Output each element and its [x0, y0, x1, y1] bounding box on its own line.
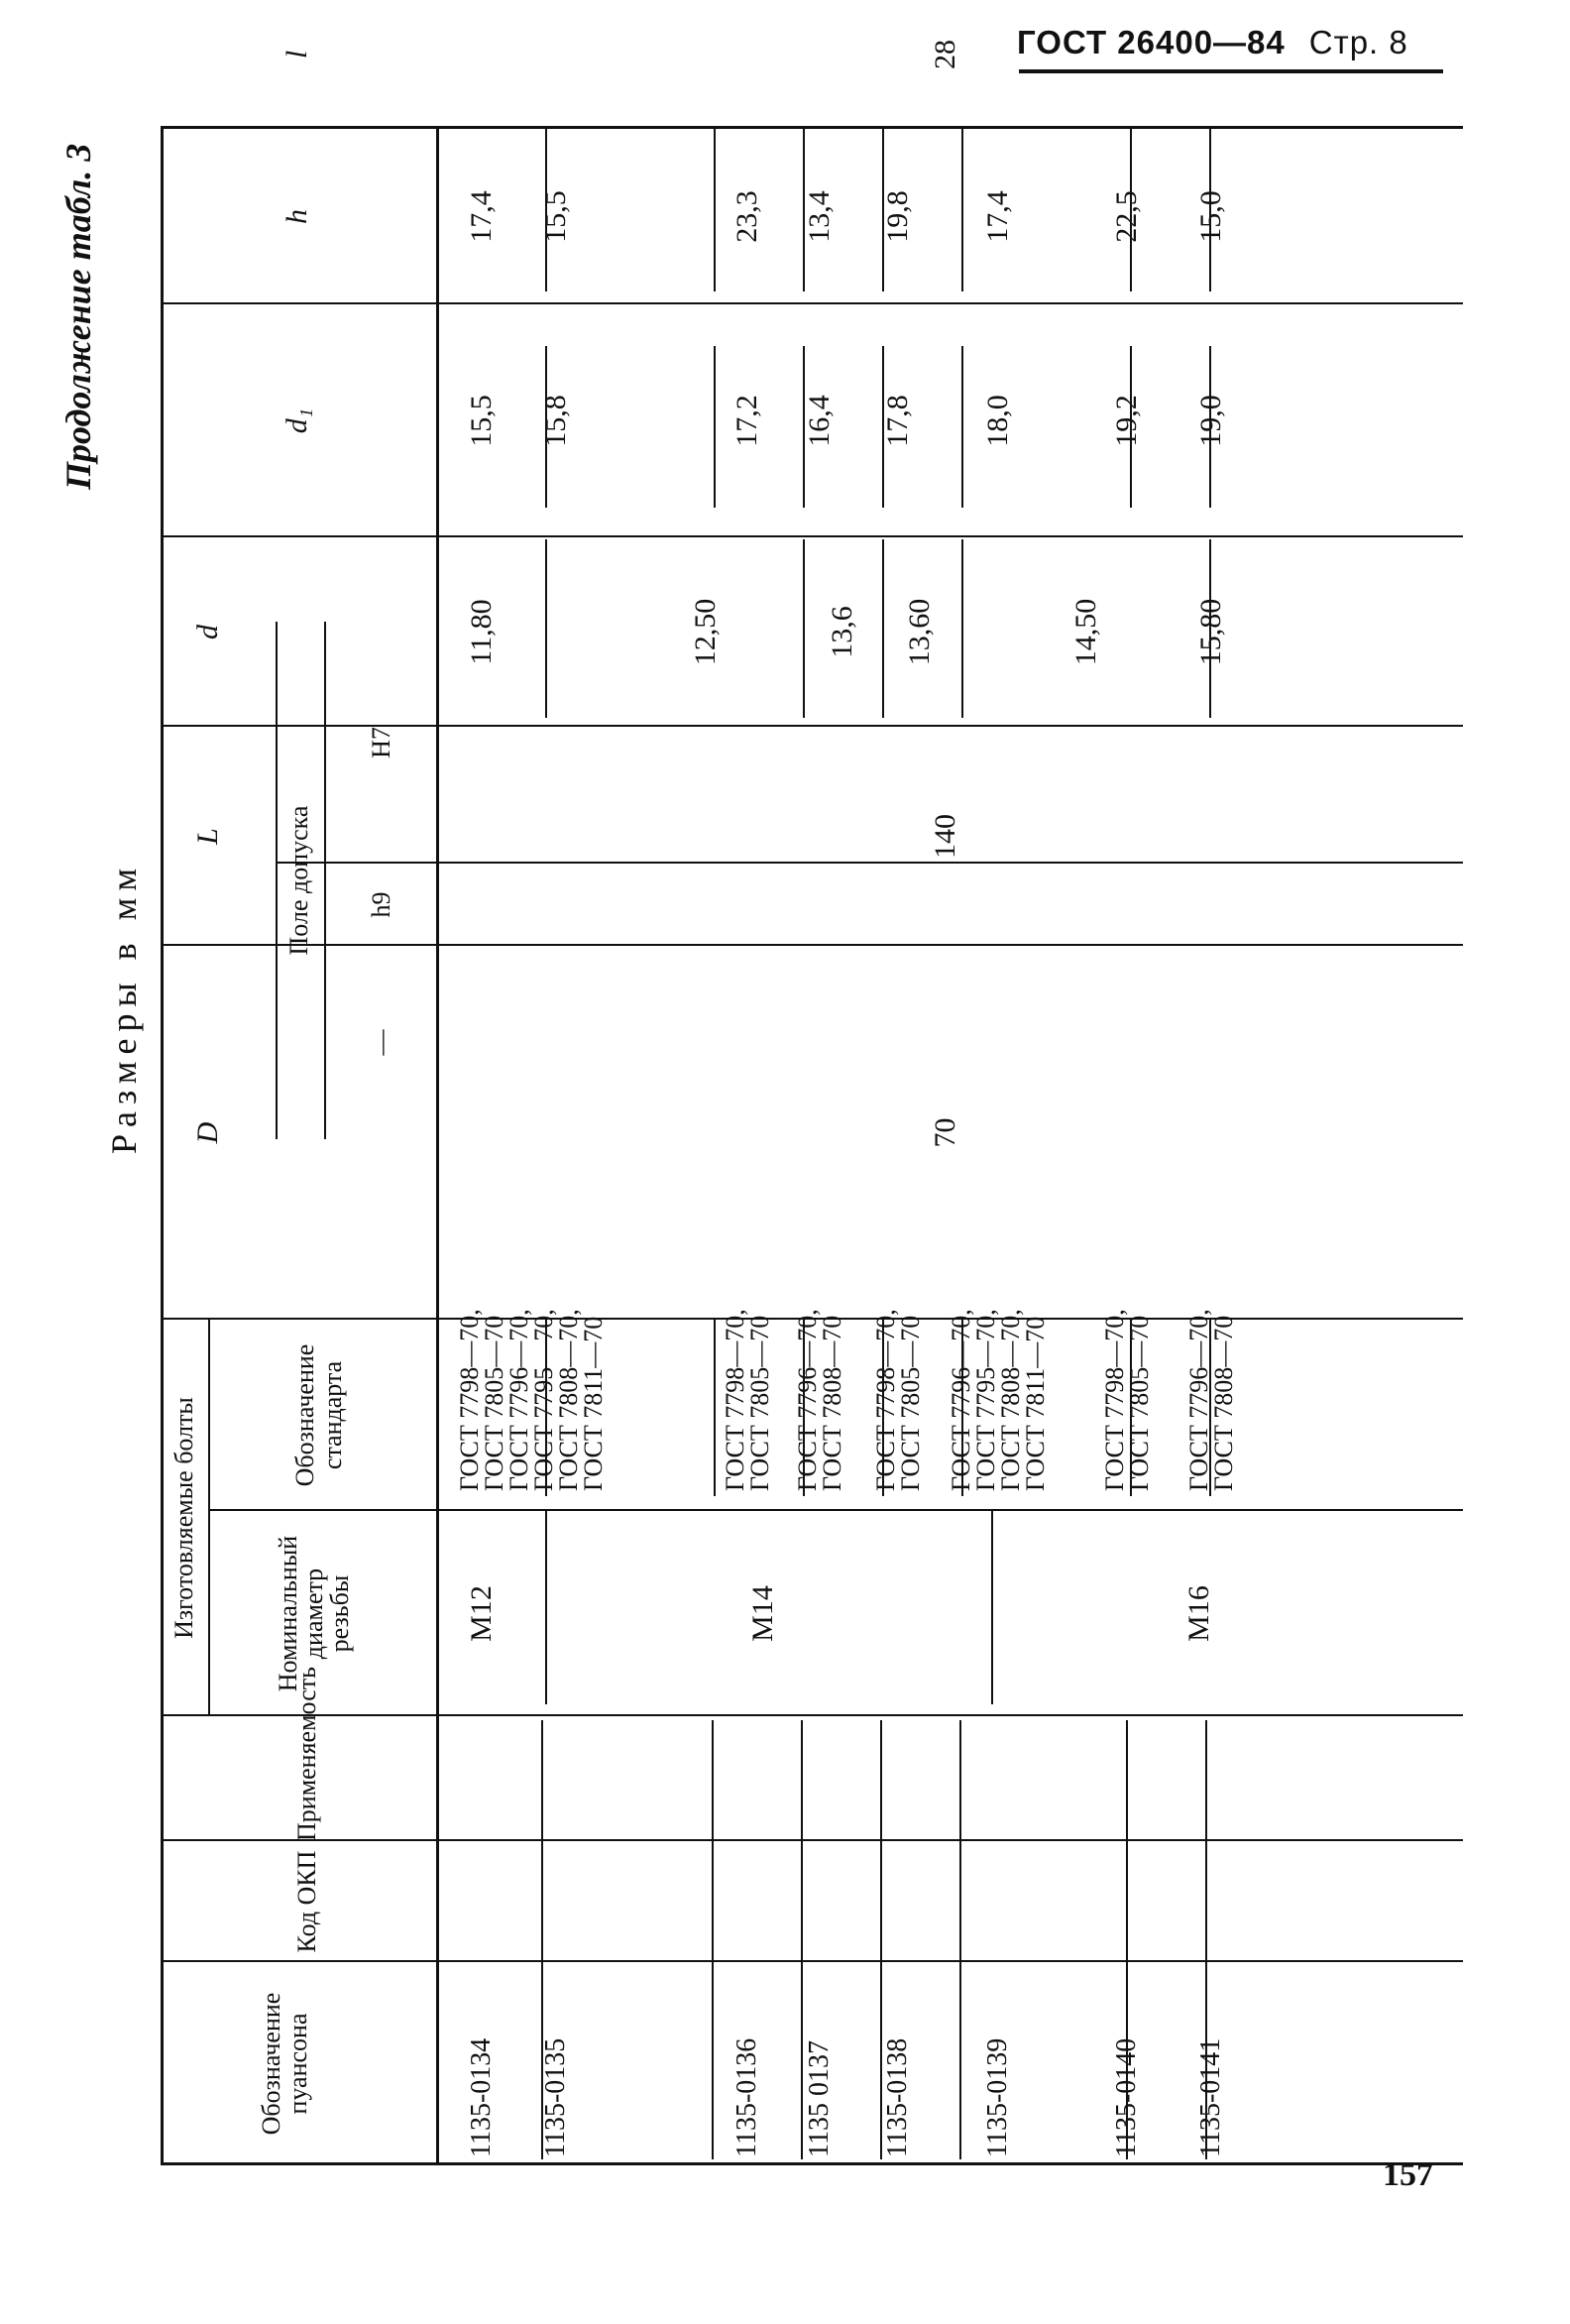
- gost-label: ГОСТ 26400—84: [1017, 24, 1286, 60]
- column-separator: [161, 725, 1463, 727]
- punch-code: 1135 0137: [804, 2040, 835, 2157]
- d1-value: 16,4: [803, 395, 836, 447]
- continuation-caption: Продолжение табл. 3: [58, 143, 98, 490]
- h-value: 19,8: [881, 190, 914, 243]
- header-standard-designation-line: стандарта: [318, 1360, 347, 1470]
- d-separator: [545, 539, 547, 718]
- header-nominal-diameter-line: Номинальный: [274, 1535, 302, 1692]
- table-frame-left: [161, 2162, 1463, 2165]
- h-value: 15,0: [1194, 190, 1227, 243]
- standard-designation: [1184, 1309, 1238, 1491]
- units-caption: Размеры в мм: [104, 861, 144, 1154]
- h-value: 15,5: [539, 190, 572, 243]
- h-value: 23,3: [730, 190, 763, 243]
- standard-designation-line: ГОСТ 7811—70: [579, 1316, 608, 1491]
- standard-designation: [1100, 1309, 1154, 1491]
- column-separator: [161, 1960, 1463, 1962]
- standard-designation-line: ГОСТ 7798—70,: [1100, 1309, 1129, 1491]
- punch-code: 1135-0135: [540, 2037, 571, 2157]
- d1-value: 18,0: [981, 395, 1014, 447]
- standard-designation-line: ГОСТ 7796—70,: [947, 1309, 975, 1491]
- standard-designation-line: ГОСТ 7808—70,: [996, 1309, 1025, 1491]
- header-h: h: [280, 209, 313, 224]
- standard-designation-line: ГОСТ 7798—70,: [871, 1309, 900, 1491]
- header-punch-designation-line: пуансона: [283, 2013, 312, 2115]
- standard-designation-line: ГОСТ 7805—70: [480, 1315, 508, 1491]
- header-standard-designation: [291, 1320, 347, 1511]
- header-tol-d: H7: [367, 727, 395, 758]
- l-value: 28: [929, 40, 961, 69]
- standard-designation: [871, 1309, 925, 1491]
- d-value: 15,80: [1194, 598, 1227, 666]
- standard-designation-line: ГОСТ 7796—70,: [505, 1309, 533, 1491]
- header-d1: d₁: [280, 407, 313, 434]
- d1-value: 15,8: [539, 395, 572, 447]
- header-okp-code: Код ОКП: [292, 1850, 321, 1953]
- d1-value: 17,2: [730, 395, 763, 447]
- punch-code: 1135-0141: [1195, 2037, 1226, 2157]
- h-separator: [714, 129, 716, 291]
- header-standard-designation-line: Обозначение: [290, 1343, 319, 1487]
- header-nominal-diameter: [276, 1511, 353, 1716]
- header-applicability: Применяемость: [292, 1667, 321, 1841]
- standard-designation-line: ГОСТ 7796—70,: [1184, 1309, 1213, 1491]
- header-bottom-rule: [436, 129, 439, 2165]
- punch-code: 1135-0136: [731, 2037, 762, 2157]
- d1-value: 19,2: [1110, 395, 1143, 447]
- tolerance-rule: [324, 622, 326, 1139]
- standard-designation-line: ГОСТ 7795—70,: [529, 1309, 558, 1491]
- d1-value: 15,5: [465, 395, 498, 447]
- d1-value: 19,0: [1194, 395, 1227, 447]
- standard-designation-line: ГОСТ 7798—70,: [721, 1309, 749, 1491]
- tolerance-subcolumn-separator: [276, 862, 1463, 864]
- punch-code: 1135-0134: [466, 2037, 497, 2157]
- standard-designation: [793, 1309, 846, 1491]
- h-separator: [961, 129, 963, 291]
- standard-designation-line: ГОСТ 7805—70: [745, 1315, 774, 1491]
- d-separator: [961, 539, 963, 718]
- standards-separator: [714, 1320, 716, 1496]
- header-tol-D: —: [367, 1029, 395, 1056]
- h-value: 13,4: [803, 190, 836, 243]
- tolerance-rule: [276, 622, 278, 1139]
- header-l: l: [280, 50, 313, 59]
- standard-designation-line: ГОСТ 7808—70: [818, 1315, 846, 1491]
- table-frame-top: [161, 129, 164, 2165]
- standard-designation-line: ГОСТ 7808—70: [1209, 1315, 1238, 1491]
- standard-designation: [721, 1309, 774, 1491]
- punch-code: 1135-0139: [982, 2037, 1013, 2157]
- standard-designation-line: ГОСТ 7796—70,: [793, 1309, 822, 1491]
- row-separator: [712, 1720, 714, 2159]
- standard-designation: [505, 1309, 608, 1491]
- standard-designation: [947, 1309, 1050, 1491]
- h-value: 17,4: [981, 190, 1014, 243]
- h-value: 17,4: [465, 190, 498, 243]
- d1-value: 17,8: [881, 395, 914, 447]
- D-value: 70: [929, 1117, 961, 1148]
- d1-separator: [961, 346, 963, 508]
- thread-diameter: M16: [1182, 1585, 1215, 1642]
- header-tolerance-field: Поле допуска: [284, 805, 313, 956]
- d-value: 14,50: [1069, 598, 1102, 666]
- thread-separator: [545, 1511, 547, 1704]
- standard-designation-line: ГОСТ 7805—70: [896, 1315, 925, 1491]
- header-d: d: [191, 625, 224, 639]
- column-separator: [161, 1714, 1463, 1716]
- L-value: 140: [929, 814, 961, 859]
- punch-code: 1135-0138: [882, 2037, 913, 2157]
- thread-diameter: M14: [746, 1585, 779, 1642]
- thread-separator: [991, 1511, 993, 1704]
- bolts-subcolumn-separator: [208, 1509, 1463, 1511]
- header-bolts-group: Изготовляемые болты: [169, 1397, 198, 1639]
- d1-separator: [714, 346, 716, 508]
- column-separator: [161, 944, 1463, 946]
- header-tol-L: h9: [367, 891, 395, 918]
- d-value: 13,6: [826, 606, 858, 658]
- punch-code: 1135-0140: [1111, 2037, 1142, 2157]
- d-separator: [803, 539, 805, 718]
- h-value: 22,5: [1110, 190, 1143, 243]
- d-value: 12,50: [689, 598, 722, 666]
- header-punch-designation: [258, 1962, 311, 2165]
- column-separator: [161, 1839, 1463, 1841]
- row-separator: [959, 1720, 961, 2159]
- standard-designation: [455, 1309, 508, 1491]
- page-label: Стр. 8: [1308, 24, 1408, 60]
- header-L: L: [191, 828, 224, 845]
- d-value: 13,60: [903, 598, 936, 666]
- standard-designation-line: ГОСТ 7798—70,: [455, 1309, 484, 1491]
- standard-designation-line: ГОСТ 7808—70,: [554, 1309, 583, 1491]
- standard-designation-line: ГОСТ 7805—70: [1125, 1315, 1154, 1491]
- thread-diameter: M12: [465, 1585, 498, 1642]
- header-nominal-diameter-line: диаметр: [299, 1568, 328, 1660]
- standard-designation-line: ГОСТ 7795—70,: [971, 1309, 1000, 1491]
- bolts-group-rule: [208, 1320, 210, 1716]
- header-nominal-diameter-line: резьбы: [325, 1574, 354, 1653]
- header-D: D: [191, 1121, 224, 1144]
- d-value: 11,80: [465, 599, 498, 665]
- standard-designation-line: ГОСТ 7811—70: [1021, 1316, 1050, 1491]
- header-punch-designation-line: Обозначение: [257, 1992, 285, 2136]
- d-separator: [882, 539, 884, 718]
- page-number: 157: [1383, 2156, 1433, 2193]
